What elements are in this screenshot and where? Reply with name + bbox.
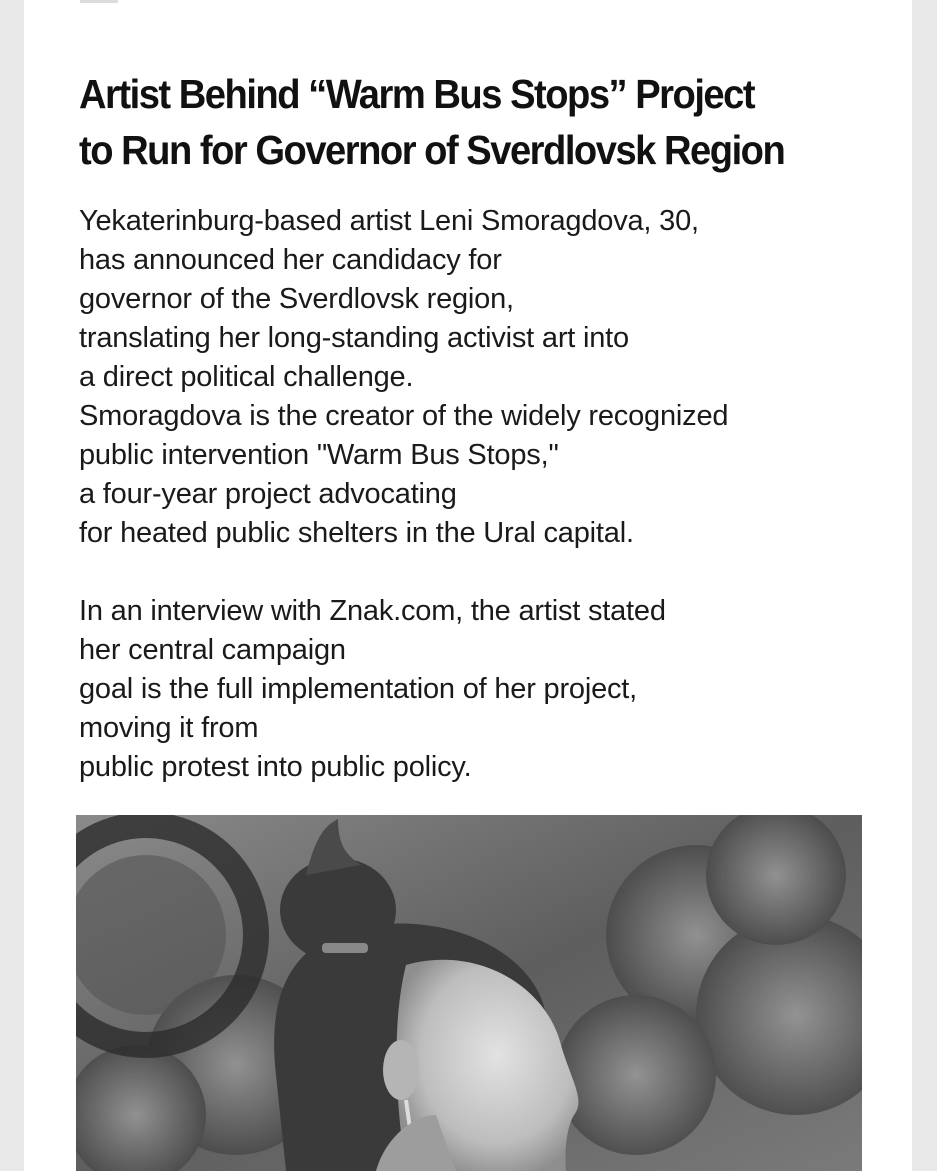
body-line: governor of the Sverdlovsk region, — [79, 283, 514, 315]
body-line: In an interview with Znak.com, the artist stated — [79, 595, 666, 627]
body-line: a direct political challenge. — [79, 361, 414, 393]
body-line: Yekaterinburg-based artist Leni Smoragdova, 30, — [79, 205, 699, 237]
headline-line-1: Artist Behind “Warm Bus Stops” Project — [79, 71, 755, 117]
article-headline — [79, 66, 842, 178]
body-line: a four-year project advocating — [79, 478, 457, 510]
ear — [383, 1040, 419, 1100]
top-divider — [80, 0, 118, 3]
body-line: translating her long-standing activist art into — [79, 322, 629, 354]
body-line: for heated public shelters in the Ural capital. — [79, 517, 634, 549]
body-line: public intervention "Warm Bus Stops," — [79, 439, 559, 471]
article-page — [24, 0, 912, 1171]
headline-line-2: to Run for Governor of Sverdlovsk Region — [79, 127, 785, 173]
body-line: Smoragdova is the creator of the widely recognized — [79, 400, 729, 432]
portrait-photo — [76, 815, 862, 1171]
body-line: has announced her candidacy for — [79, 244, 502, 276]
body-line: her central campaign — [79, 634, 346, 666]
paragraph-gap — [79, 553, 879, 592]
article-body — [79, 202, 879, 787]
body-line: moving it from — [79, 712, 259, 744]
body-line: public protest into public policy. — [79, 751, 472, 783]
body-line: goal is the full implementation of her project, — [79, 673, 638, 705]
portrait-illustration — [76, 815, 862, 1171]
